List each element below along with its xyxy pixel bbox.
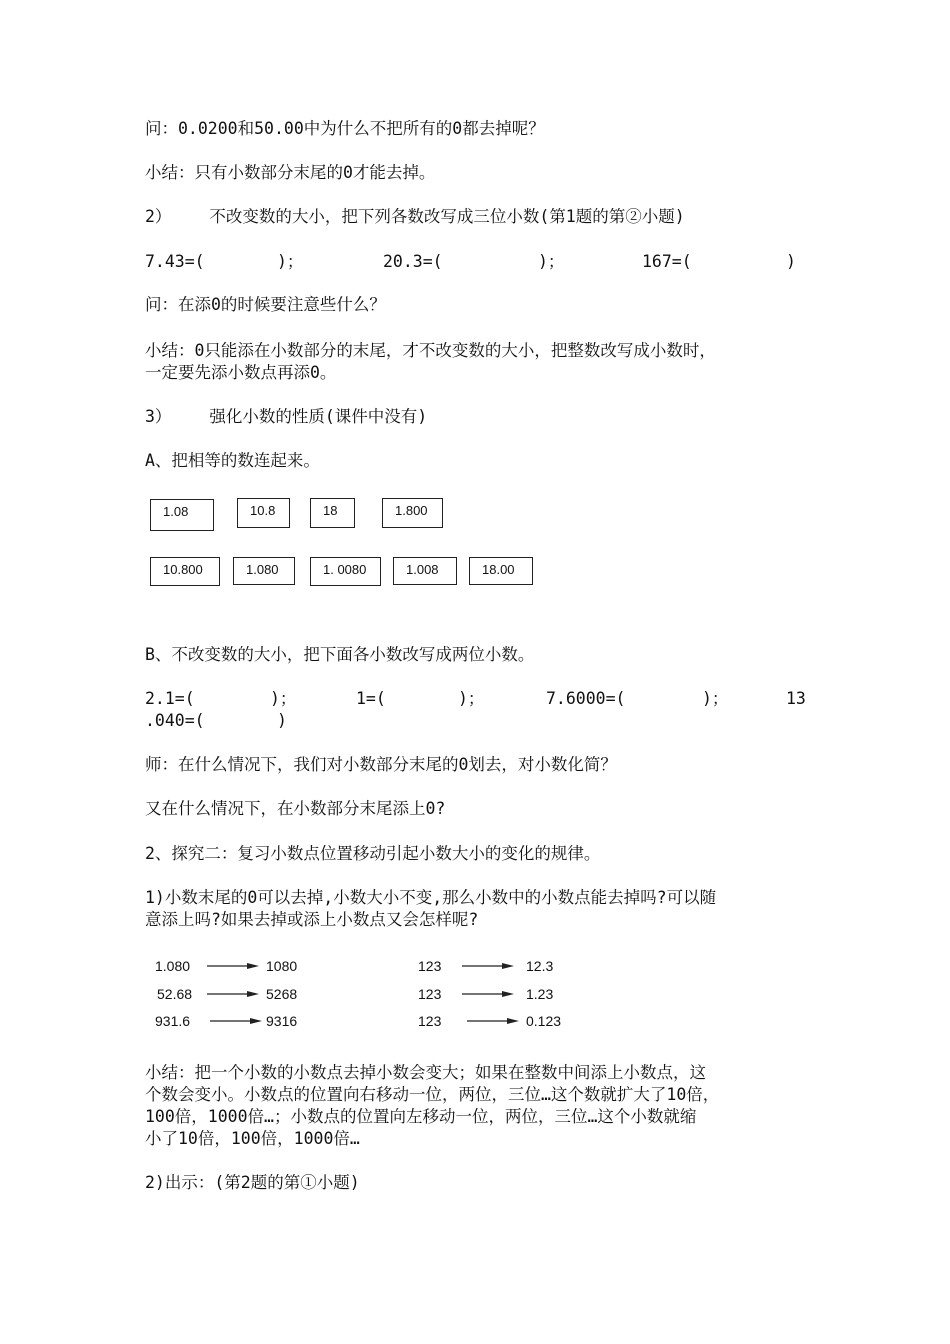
show-exercise: 2)出示：(第2题的第①小题) xyxy=(145,1173,360,1192)
exercise-item: 167=( xyxy=(642,252,692,271)
explore-question-2: 意添上吗?如果去掉或添上小数点又会怎样呢? xyxy=(145,910,479,929)
section-number: 2） xyxy=(145,207,172,226)
summary-zeros: 小结：只有小数部分末尾的0才能去掉。 xyxy=(145,163,436,182)
question-zeros: 问：0.0200和50.00中为什么不把所有的0都去掉呢？ xyxy=(145,119,545,138)
number-box: 1.08 xyxy=(150,499,214,531)
number-box: 18.00 xyxy=(469,557,533,585)
summary-move-4: 小了10倍，100倍，1000倍… xyxy=(145,1129,360,1148)
exercise-item: .040=( xyxy=(145,711,205,730)
arrow-icon xyxy=(207,988,261,1000)
arrow-icon xyxy=(462,988,516,1000)
original-number: 123 xyxy=(418,958,442,974)
teacher-question-1: 师：在什么情况下，我们对小数部分末尾的0划去，对小数化简？ xyxy=(145,755,617,774)
arrow-icon xyxy=(210,1015,264,1027)
arrow-icon xyxy=(207,960,261,972)
number-box: 1.800 xyxy=(382,498,443,528)
exercise-item: 7.6000=( xyxy=(546,689,626,708)
original-number: 931.6 xyxy=(155,1013,191,1029)
number-box: 1.080 xyxy=(233,557,295,585)
section-text: 强化小数的性质(课件中没有) xyxy=(209,407,428,426)
exercise-blank-end: )； xyxy=(538,252,565,271)
exercise-blank-end: )； xyxy=(458,689,485,708)
number-box: 10.800 xyxy=(150,557,220,586)
explore-question-1: 1)小数末尾的0可以去掉,小数大小不变,那么小数中的小数点能去掉吗?可以随 xyxy=(145,888,717,907)
exercise-blank-end: )； xyxy=(270,689,297,708)
number-box: 1.008 xyxy=(393,557,457,585)
original-number: 123 xyxy=(418,986,442,1002)
number-box: 18 xyxy=(310,498,355,528)
original-number: 1.080 xyxy=(155,958,191,974)
result-number: 1080 xyxy=(266,958,298,974)
original-number: 52.68 xyxy=(157,986,193,1002)
number-box: 1. 0080 xyxy=(310,557,381,586)
number-box: 10.8 xyxy=(237,498,290,528)
result-number: 12.3 xyxy=(526,958,554,974)
exercise-b-title: B、不改变数的大小，把下面各小数改写成两位小数。 xyxy=(145,645,535,664)
result-number: 0.123 xyxy=(526,1013,562,1029)
question-adding-zero: 问：在添0的时候要注意些什么？ xyxy=(145,295,386,314)
exercise-item: 2.1=( xyxy=(145,689,195,708)
exercise-item: 20.3=( xyxy=(383,252,443,271)
exercise-item: 1=( xyxy=(356,689,386,708)
section-3-heading xyxy=(145,406,427,428)
original-number: 123 xyxy=(418,1013,442,1029)
result-number: 5268 xyxy=(266,986,298,1002)
exercise-blank-end: ) xyxy=(277,711,287,730)
exercise-blank-end: )； xyxy=(277,252,304,271)
section-number: 3） xyxy=(145,407,172,426)
arrow-icon xyxy=(467,1015,521,1027)
exercise-a-title: A、把相等的数连起来。 xyxy=(145,451,320,470)
summary-move-2: 个数会变小。小数点的位置向右移动一位，两位，三位…这个数就扩大了10倍， xyxy=(145,1085,720,1104)
summary-move-1: 小结：把一个小数的小数点去掉小数会变大；如果在整数中间添上小数点，这 xyxy=(145,1063,706,1082)
exercise-item: 13 xyxy=(786,689,806,708)
result-number: 9316 xyxy=(266,1013,298,1029)
exercise-blank-end: )； xyxy=(702,689,729,708)
teacher-question-2: 又在什么情况下，在小数部分末尾添上0? xyxy=(145,799,446,818)
explore-2-heading: 2、探究二：复习小数点位置移动引起小数大小的变化的规律。 xyxy=(145,844,601,863)
exercise-blank-end: ) xyxy=(786,252,796,271)
section-2-heading xyxy=(145,206,685,228)
arrow-icon xyxy=(462,960,516,972)
exercise-item: 7.43=( xyxy=(145,252,205,271)
summary-move-3: 100倍，1000倍…；小数点的位置向左移动一位，两位，三位…这个小数就缩 xyxy=(145,1107,697,1126)
section-text: 不改变数的大小，把下列各数改写成三位小数(第1题的第②小题) xyxy=(209,207,685,226)
summary-adding-zero-1: 小结：0只能添在小数部分的末尾，才不改变数的大小，把整数改写成小数时， xyxy=(145,341,716,360)
summary-adding-zero-2: 一定要先添小数点再添0。 xyxy=(145,363,337,382)
result-number: 1.23 xyxy=(526,986,554,1002)
